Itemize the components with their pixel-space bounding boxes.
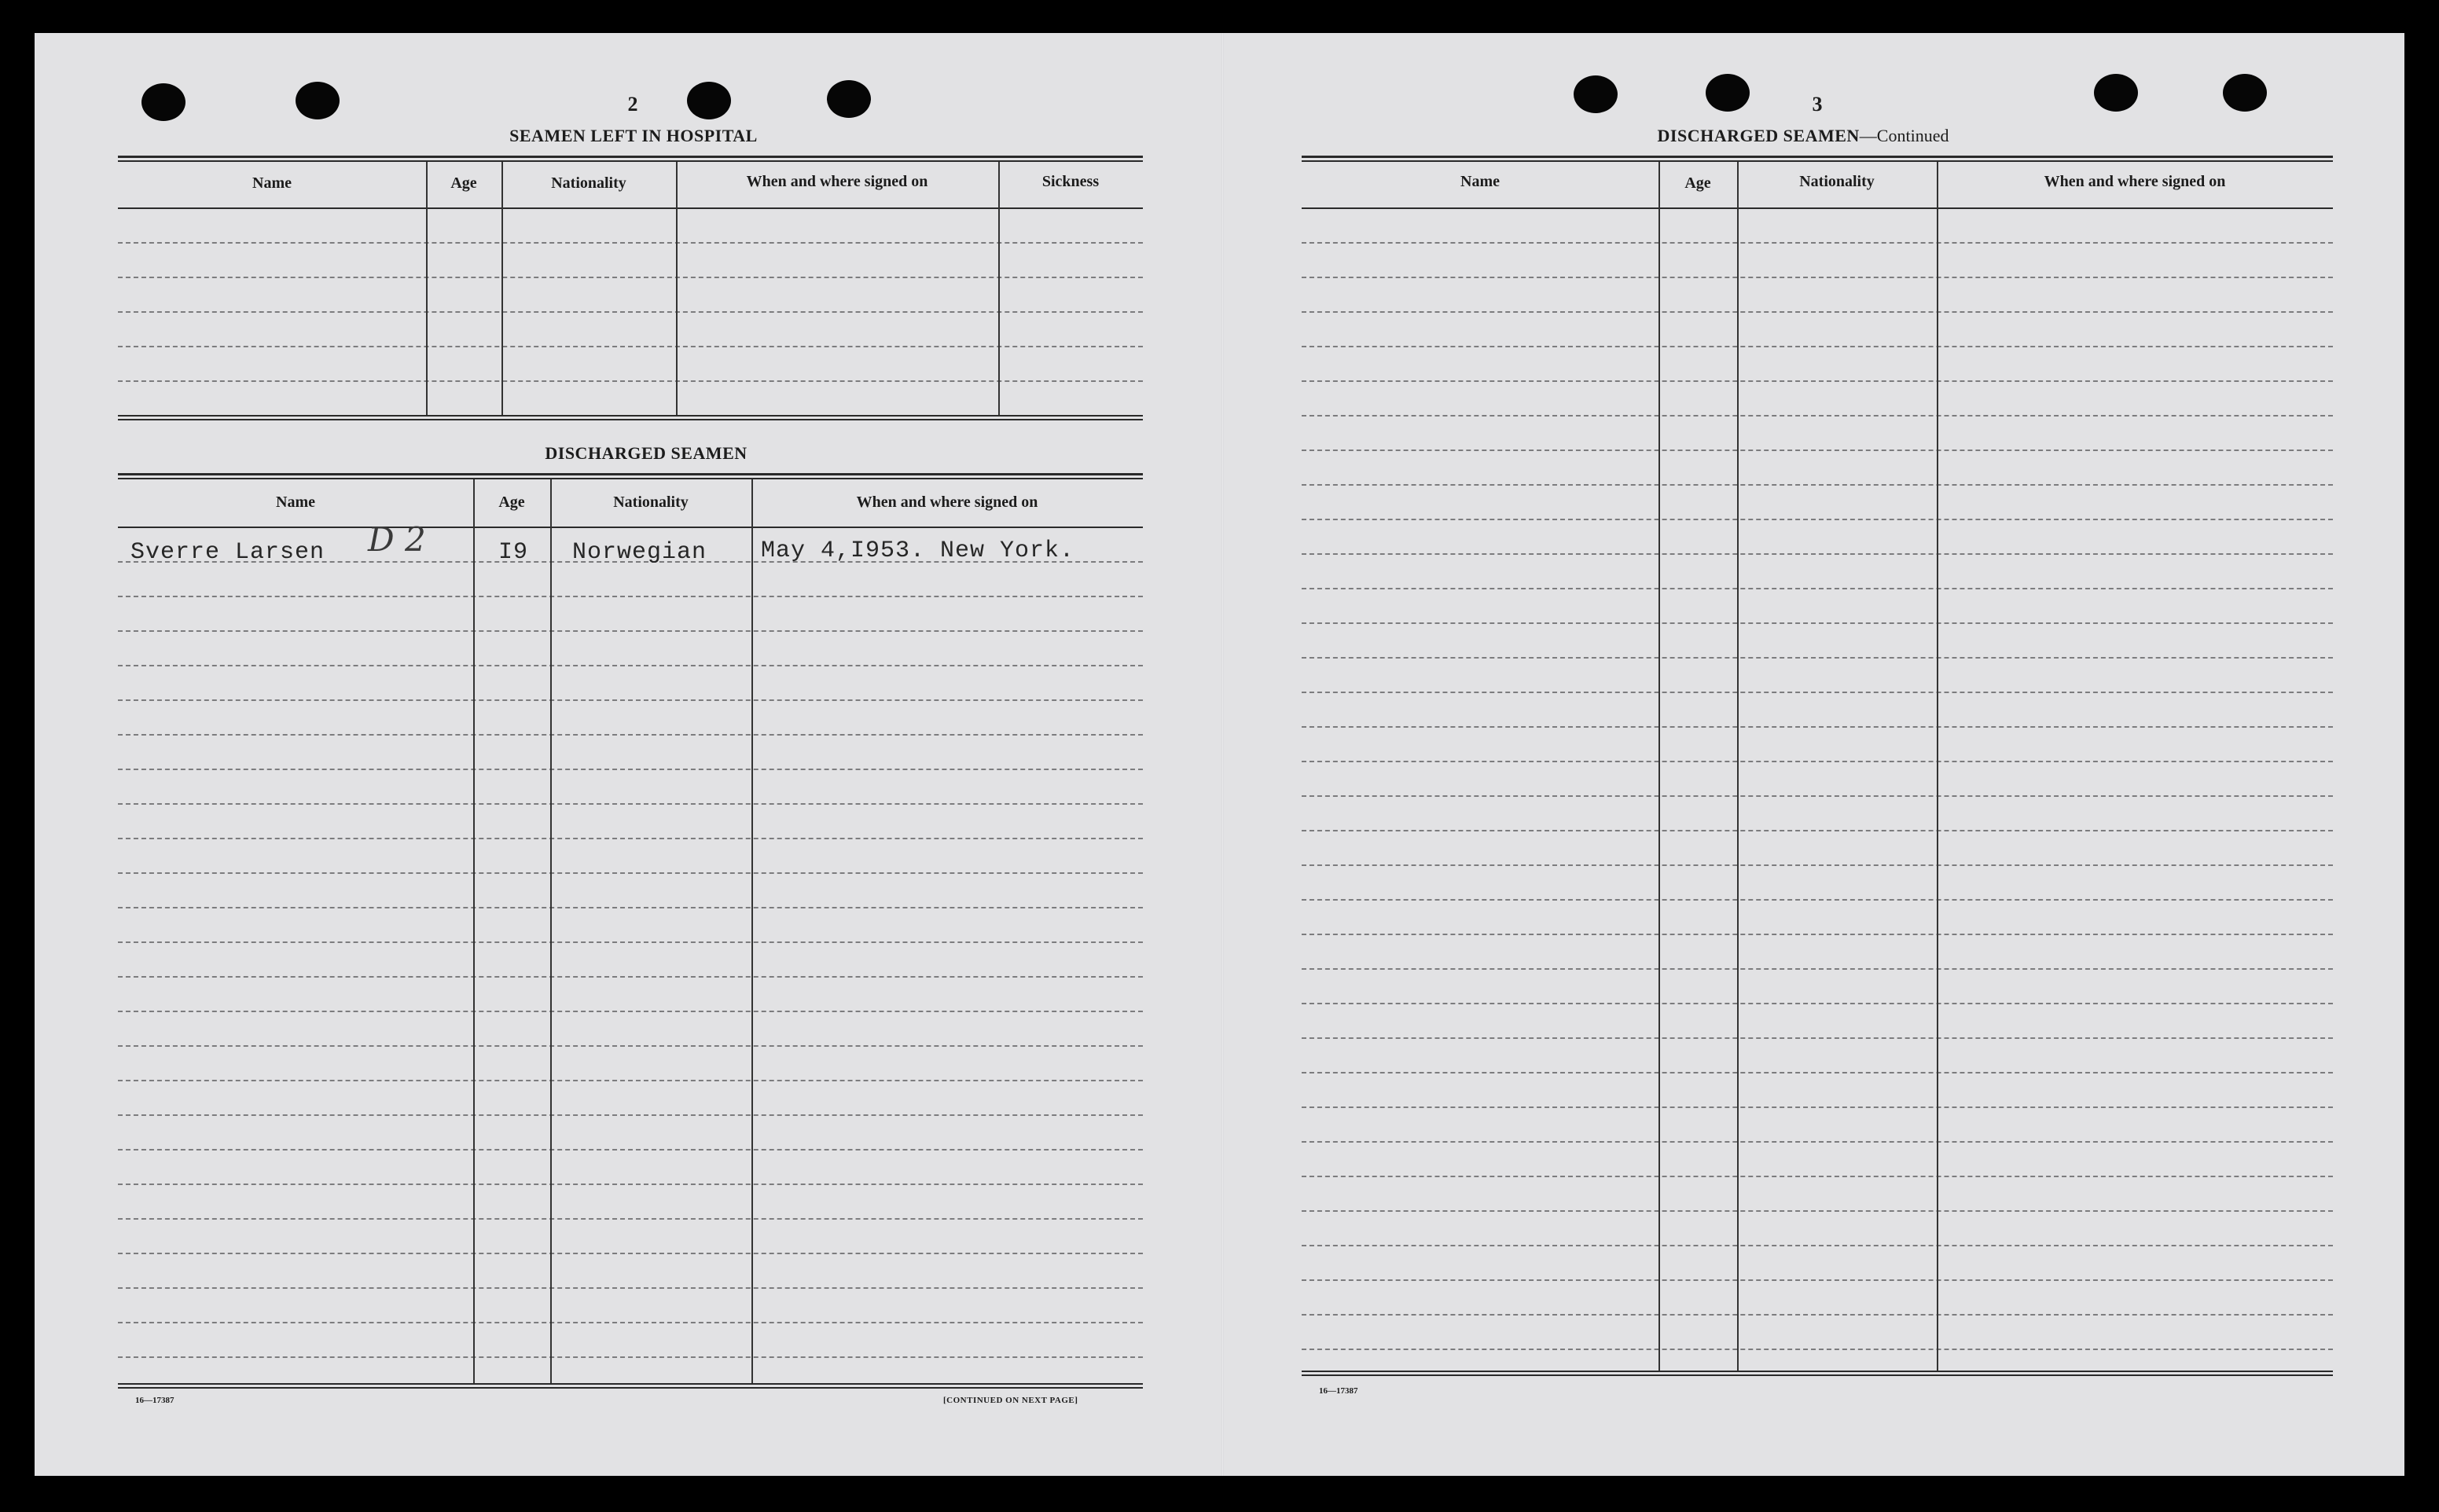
- continued-note: [CONTINUED ON NEXT PAGE]: [943, 1396, 1078, 1405]
- page-number: 2: [627, 93, 638, 116]
- column-header-signed-on: When and where signed on: [746, 173, 928, 190]
- punch-hole: [1574, 75, 1618, 113]
- seaman-name: Sverre Larsen: [130, 539, 325, 566]
- column-header-nationality: Nationality: [613, 494, 689, 511]
- form-number: 16—17387: [1319, 1386, 1358, 1396]
- punch-hole: [2223, 74, 2267, 112]
- continued-suffix: —Continued: [1859, 126, 1949, 145]
- column-header-name: Name: [1460, 173, 1500, 190]
- punch-hole: [687, 82, 731, 119]
- section-title-text: DISCHARGED SEAMEN: [1657, 126, 1860, 145]
- column-header-age: Age: [1684, 174, 1711, 192]
- punch-hole: [141, 83, 185, 121]
- column-header-age: Age: [450, 174, 477, 192]
- punch-hole: [2094, 74, 2138, 112]
- discharged-table: [118, 473, 1143, 1394]
- punch-hole: [1706, 74, 1750, 112]
- page-number: 3: [1812, 93, 1823, 116]
- seaman-nationality: Norwegian: [572, 539, 707, 566]
- column-header-age: Age: [498, 494, 525, 511]
- section-title-hospital: SEAMEN LEFT IN HOSPITAL: [509, 126, 758, 145]
- column-header-signed-on: When and where signed on: [2044, 173, 2226, 190]
- column-header-sickness: Sickness: [1041, 173, 1100, 190]
- column-header-nationality: Nationality: [1799, 173, 1875, 190]
- column-header-name: Name: [276, 494, 315, 511]
- section-title-discharged-continued: [1658, 126, 1949, 146]
- discharged-table-continued: [1302, 156, 2333, 1380]
- punch-hole: [296, 82, 340, 119]
- punch-hole: [827, 80, 871, 118]
- page-fold: [1221, 33, 1224, 1476]
- handwritten-annotation: D 2: [368, 520, 426, 559]
- seaman-age: I9: [498, 539, 529, 566]
- column-header-name: Name: [252, 174, 292, 192]
- column-header-signed-on: When and where signed on: [856, 494, 1038, 511]
- section-title-discharged: DISCHARGED SEAMEN: [545, 443, 747, 463]
- hospital-table: [118, 156, 1143, 424]
- form-number: 16—17387: [135, 1396, 174, 1405]
- column-header-nationality: Nationality: [551, 174, 626, 192]
- seaman-signed-on: May 4,I953. New York.: [761, 538, 1075, 564]
